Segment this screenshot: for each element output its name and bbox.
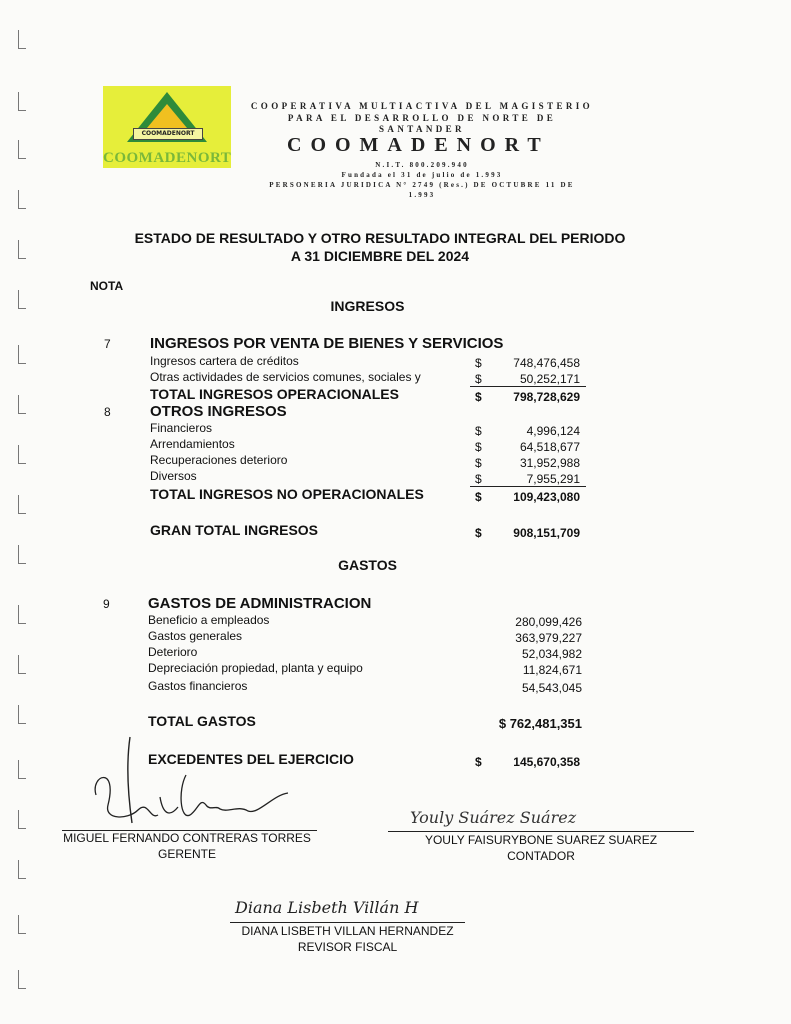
logo-tag: COOMADENORT [133,128,203,140]
oi-item-3-label: Recuperaciones deterioro [150,453,288,467]
group1-total-value: 798,728,629 [513,390,580,404]
grand-total-currency: $ [475,526,482,540]
oi-item-1-currency: $ [475,424,482,438]
group1-rule [470,386,586,387]
manager-signature [88,735,303,830]
logo-text: COOMADENORT [103,150,232,166]
founded: Fundada el 31 de julio de 1.993 [341,171,503,179]
accountant-signature: Youly Suárez Suárez [410,808,577,827]
gasto-item-5-value: 54,543,045 [521,681,582,695]
oi-item-4-label: Diversos [150,469,197,483]
ing-item-2-currency: $ [475,372,482,386]
ing-item-2-value: 50,252,171 [519,372,580,386]
gasto-item-1-value: 280,099,426 [515,615,582,629]
group2-title: OTROS INGRESOS [150,403,287,420]
company-name: COOMADENORT [287,134,550,156]
fiscal-signature-line [230,922,465,923]
oi-item-4-value: 7,955,291 [526,472,580,486]
ing-item-2-label: Otras actividades de servicios comunes, sociales y [150,370,421,384]
accountant-role: CONTADOR [507,849,575,863]
fiscal-role: REVISOR FISCAL [297,940,398,954]
coop-line-2: PARA EL DESARROLLO DE NORTE DE [287,113,557,123]
oi-item-1-value: 4,996,124 [526,424,580,438]
gasto-item-1-label: Beneficio a empleados [148,613,270,627]
gasto-item-3-value: 52,034,982 [521,647,582,661]
gasto-item-2-value: 363,979,227 [515,631,582,645]
group1-title: INGRESOS POR VENTA DE BIENES Y SERVICIOS [150,335,504,352]
group1-total-currency: $ [475,390,482,404]
gasto-item-5-label: Gastos financieros [148,679,248,693]
manager-name: MIGUEL FERNANDO CONTRERAS TORRES [63,831,311,845]
excedentes-value: 145,670,358 [513,755,580,769]
gasto-item-4-value: 11,824,671 [522,663,582,677]
group2-rule [470,486,586,487]
group2-total-value: 109,423,080 [513,490,580,504]
oi-item-2-label: Arrendamientos [150,437,235,451]
gasto-item-2-label: Gastos generales [148,629,243,643]
nota-label: NOTA [90,279,124,293]
total-gastos-label: TOTAL GASTOS [148,713,256,729]
ingresos-section-title: INGRESOS [330,298,405,314]
legal-line-1: PERSONERIA JURIDICA N° 2749 (Res.) DE OCTUBRE 11 DE [269,181,575,189]
gasto-item-4-label: Depreciación propiedad, planta y equipo [148,661,363,675]
note-9: 9 [103,597,110,611]
legal-line-2: 1.993 [408,191,436,199]
group2-total-currency: $ [475,490,482,504]
oi-item-2-value: 64,518,677 [519,440,580,454]
group2-total-label: TOTAL INGRESOS NO OPERACIONALES [150,486,424,502]
note-8: 8 [104,405,111,419]
oi-item-4-currency: $ [475,472,482,486]
ing-item-1-currency: $ [475,356,482,370]
group1-total-label: TOTAL INGRESOS OPERACIONALES [150,386,399,402]
oi-item-3-value: 31,952,988 [519,456,580,470]
fiscal-name: DIANA LISBETH VILLAN HERNANDEZ [241,924,454,938]
grand-total-value: 908,151,709 [513,526,580,540]
gastos-title: GASTOS DE ADMINISTRACION [148,595,372,612]
accountant-signature-line [388,831,694,832]
company-logo [103,86,231,168]
gasto-item-3-label: Deterioro [148,645,198,659]
accountant-name: YOULY FAISURYBONE SUAREZ SUAREZ [424,833,658,847]
manager-role: GERENTE [157,847,216,861]
coop-line-3: SANTANDER [379,124,465,134]
oi-item-2-currency: $ [475,440,482,454]
ing-item-1-label: Ingresos cartera de créditos [150,354,299,368]
oi-item-1-label: Financieros [150,421,213,435]
fiscal-signature: Diana Lisbeth Villán H [235,898,419,917]
total-gastos-value: $ 762,481,351 [498,716,582,731]
oi-item-3-currency: $ [475,456,482,470]
gastos-section-title: GASTOS [338,557,397,573]
report-title: ESTADO DE RESULTADO Y OTRO RESULTADO INTEGRAL DEL PERIODO [134,230,626,246]
ing-item-1-value: 748,476,458 [513,356,580,370]
coop-line-1: COOPERATIVA MULTIACTIVA DEL MAGISTERIO [250,101,594,111]
report-date: A 31 DICIEMBRE DEL 2024 [290,248,470,264]
nit: N.I.T. 800.209.940 [375,161,469,169]
note-7: 7 [104,337,111,351]
excedentes-currency: $ [475,755,482,769]
excedentes-label: EXCEDENTES DEL EJERCICIO [148,751,354,767]
grand-total-label: GRAN TOTAL INGRESOS [150,522,319,538]
